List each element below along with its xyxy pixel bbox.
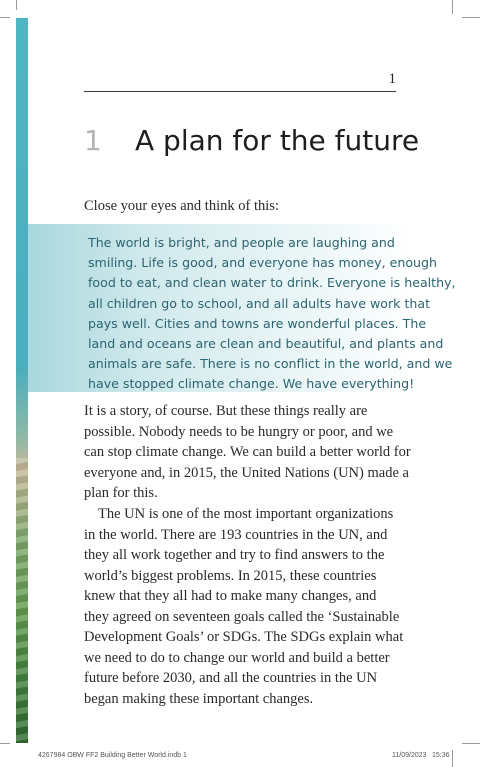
panel-line: smiling. Life is good, and everyone has money, enough xyxy=(88,255,438,271)
print-slug-file: 4267984 OBW FF2 Building Better World.indb 1 xyxy=(38,752,187,759)
panel-line: food to eat, and clean water to drink. Everyone is healthy, xyxy=(88,275,456,291)
text-line: we need to do to change our world and build a better xyxy=(84,649,390,666)
crop-mark xyxy=(0,743,10,744)
panel-line: all children go to school, and all adults have work that xyxy=(88,295,431,311)
panel-line: pays well. Cities and towns are wonderful places. The xyxy=(88,315,427,331)
text-line: can stop climate change. We can build a better world for xyxy=(84,444,411,460)
text-line: It is a story, of course. But these things really are xyxy=(84,403,368,419)
text-line: plan for this. xyxy=(84,485,158,501)
crop-mark xyxy=(452,750,453,767)
chapter-title: A plan for the future xyxy=(135,124,420,157)
panel-line: The world is bright, and people are laughing and xyxy=(88,235,395,250)
cover-image-strip xyxy=(16,18,28,743)
page-number: 1 xyxy=(388,71,396,87)
panel-line: animals are safe. There is no conflict in the world, and we xyxy=(88,356,453,372)
text-line: they agreed on seventeen goals called the ‘Sustainable xyxy=(84,608,400,625)
crop-mark xyxy=(16,0,17,10)
text-line: Development Goals’ or SDGs. The SDGs explain what xyxy=(84,629,404,645)
paragraph-2 xyxy=(84,504,414,709)
text-line: world’s biggest problems. In 2015, these countries xyxy=(84,567,377,584)
text-line: in the world. There are 193 countries in the UN, and xyxy=(84,526,388,543)
header-rule xyxy=(84,91,396,92)
panel-line: land and oceans are clean and beautiful, and plants and xyxy=(88,336,444,352)
text-line: future before 2030, and all the countries in the UN xyxy=(84,670,378,686)
text-line: they all work together and try to find answers to the xyxy=(84,547,385,563)
crop-mark xyxy=(462,17,480,18)
crop-mark xyxy=(452,0,453,14)
text-line: The UN is one of the most important organizations xyxy=(98,506,394,522)
text-line: everyone and, in 2015, the United Nations (UN) made a xyxy=(84,464,409,481)
crop-mark xyxy=(462,743,480,744)
print-slug-time: 15:36 xyxy=(432,752,450,759)
panel-line: have stopped climate change. We have everything! xyxy=(88,376,415,392)
text-line: began making these important changes. xyxy=(84,690,314,707)
text-line: knew that they all had to make many changes, and xyxy=(84,588,377,604)
paragraph-1 xyxy=(84,401,414,504)
text-line: possible. Nobody needs to be hungry or poor, and we xyxy=(84,423,394,440)
intro-line: Close your eyes and think of this: xyxy=(84,198,279,214)
chapter-number: 1 xyxy=(84,124,102,157)
crop-mark xyxy=(0,17,10,18)
highlight-panel-text xyxy=(88,233,456,395)
print-slug-date: 11/09/2023 xyxy=(392,752,427,759)
